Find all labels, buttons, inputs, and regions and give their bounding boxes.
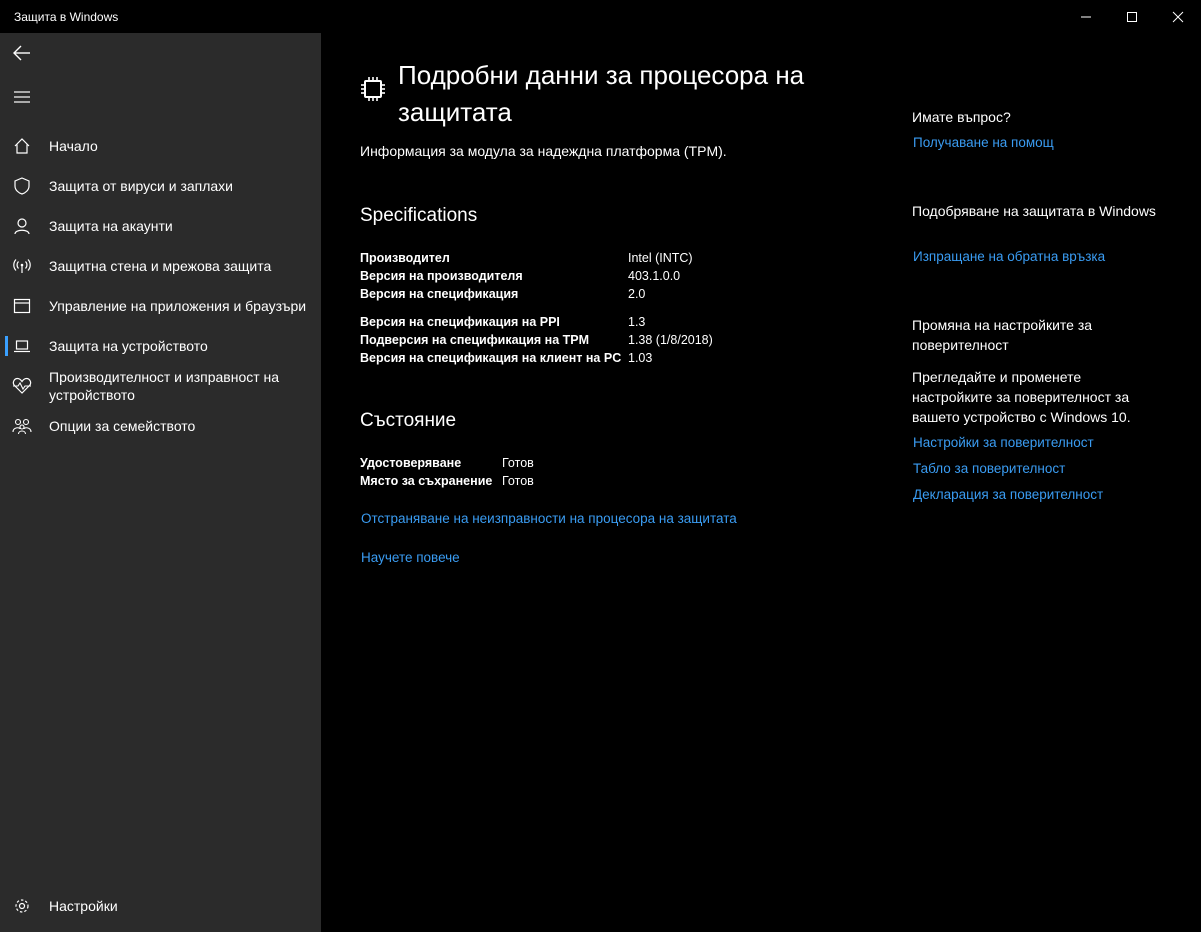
sidebar-item-virus-protection[interactable] — [0, 166, 321, 206]
sidebar-item-firewall[interactable] — [0, 246, 321, 286]
family-icon — [12, 416, 32, 436]
home-icon — [12, 136, 32, 156]
sidebar-item-label: Производителност и изправност на устройството — [49, 369, 280, 403]
person-icon — [12, 216, 32, 236]
spec-value: Intel (INTC) — [628, 251, 693, 265]
hamburger-icon — [13, 90, 31, 104]
close-icon — [1172, 11, 1184, 23]
sidebar-item-label: Защита на акаунти — [49, 218, 173, 234]
minimize-icon — [1080, 11, 1092, 23]
sidebar-item-family-options[interactable] — [0, 406, 321, 446]
minimize-button[interactable] — [1063, 0, 1109, 33]
spec-key: Версия на спецификация на клиент на PC — [360, 351, 622, 365]
spec-key: Версия на спецификация — [360, 287, 519, 301]
spec-value: 403.1.0.0 — [628, 269, 681, 283]
sidebar-item-device-security[interactable] — [0, 326, 321, 366]
page-title: Подробни данни за процесора на защитата — [398, 60, 805, 127]
chip-icon — [359, 75, 387, 103]
back-arrow-icon — [13, 45, 31, 61]
spec-key: Производител — [360, 251, 450, 265]
sidebar-item-home[interactable] — [0, 126, 321, 166]
laptop-icon — [12, 336, 32, 356]
status-value: Готов — [502, 474, 534, 488]
spec-value: 2.0 — [628, 287, 646, 301]
spec-key: Версия на производителя — [360, 269, 523, 283]
heart-pulse-icon — [12, 376, 32, 396]
close-button[interactable] — [1155, 0, 1201, 33]
status-key: Удостоверяване — [360, 456, 462, 470]
browser-window-icon — [12, 296, 32, 316]
active-indicator — [5, 336, 8, 356]
sidebar-item-label: Управление на приложения и браузъри — [49, 298, 307, 314]
spec-key: Версия на спецификация на PPI — [360, 315, 560, 329]
window-controls — [1063, 0, 1201, 33]
window-title: Защита в Windows — [14, 9, 119, 24]
privacy-statement-link[interactable]: Декларация за поверителност — [913, 487, 1104, 502]
spec-value: 1.38 (1/8/2018) — [628, 333, 713, 347]
sidebar — [0, 33, 321, 932]
hamburger-menu-button[interactable] — [10, 85, 34, 109]
wifi-antenna-icon — [12, 256, 32, 276]
maximize-icon — [1126, 11, 1138, 23]
sidebar-item-label: Защитна стена и мрежова защита — [49, 258, 272, 274]
status-value: Готов — [502, 456, 534, 470]
sidebar-item-app-browser-control[interactable] — [0, 286, 321, 326]
status-key: Място за съхранение — [360, 474, 493, 488]
privacy-heading: Промяна на настройките за поверителност — [912, 317, 1093, 353]
back-button[interactable] — [10, 41, 34, 65]
shield-icon — [12, 176, 32, 196]
page-description: Информация за модула за надеждна платформа (TPM). — [360, 143, 727, 159]
get-help-link[interactable]: Получаване на помощ — [913, 135, 1054, 150]
title-bar — [0, 0, 1201, 33]
privacy-dashboard-link[interactable]: Табло за поверителност — [913, 461, 1066, 476]
question-heading: Имате въпрос? — [912, 109, 1011, 125]
specifications-heading: Specifications — [360, 205, 478, 226]
gear-icon — [12, 896, 32, 916]
privacy-settings-link[interactable]: Настройки за поверителност — [913, 435, 1094, 450]
status-heading: Състояние — [360, 410, 457, 431]
spec-value: 1.3 — [628, 315, 646, 329]
sidebar-item-label: Опции за семейството — [49, 418, 196, 434]
main-content — [321, 33, 1201, 932]
maximize-button[interactable] — [1109, 0, 1155, 33]
sidebar-item-settings[interactable] — [0, 886, 321, 926]
learn-more-link[interactable]: Научете повече — [361, 550, 460, 565]
sidebar-item-label: Защита на устройството — [49, 338, 208, 354]
privacy-description: Прегледайте и променете настройките за поверителност за вашето устройство с Windows 10. — [912, 369, 1131, 425]
send-feedback-link[interactable]: Изпращане на обратна връзка — [913, 249, 1106, 264]
troubleshoot-link[interactable]: Отстраняване на неизправности на процесора на защитата — [361, 511, 737, 526]
sidebar-item-device-performance[interactable] — [0, 366, 321, 406]
sidebar-item-label: Защита от вируси и заплахи — [49, 178, 234, 194]
feedback-heading: Подобряване на защитата в Windows — [912, 203, 1156, 219]
spec-value: 1.03 — [628, 351, 653, 365]
sidebar-item-account-protection[interactable] — [0, 206, 321, 246]
settings-label: Настройки — [49, 898, 118, 914]
sidebar-item-label: Начало — [49, 138, 98, 154]
spec-key: Подверсия на спецификация на TPM — [360, 333, 590, 347]
